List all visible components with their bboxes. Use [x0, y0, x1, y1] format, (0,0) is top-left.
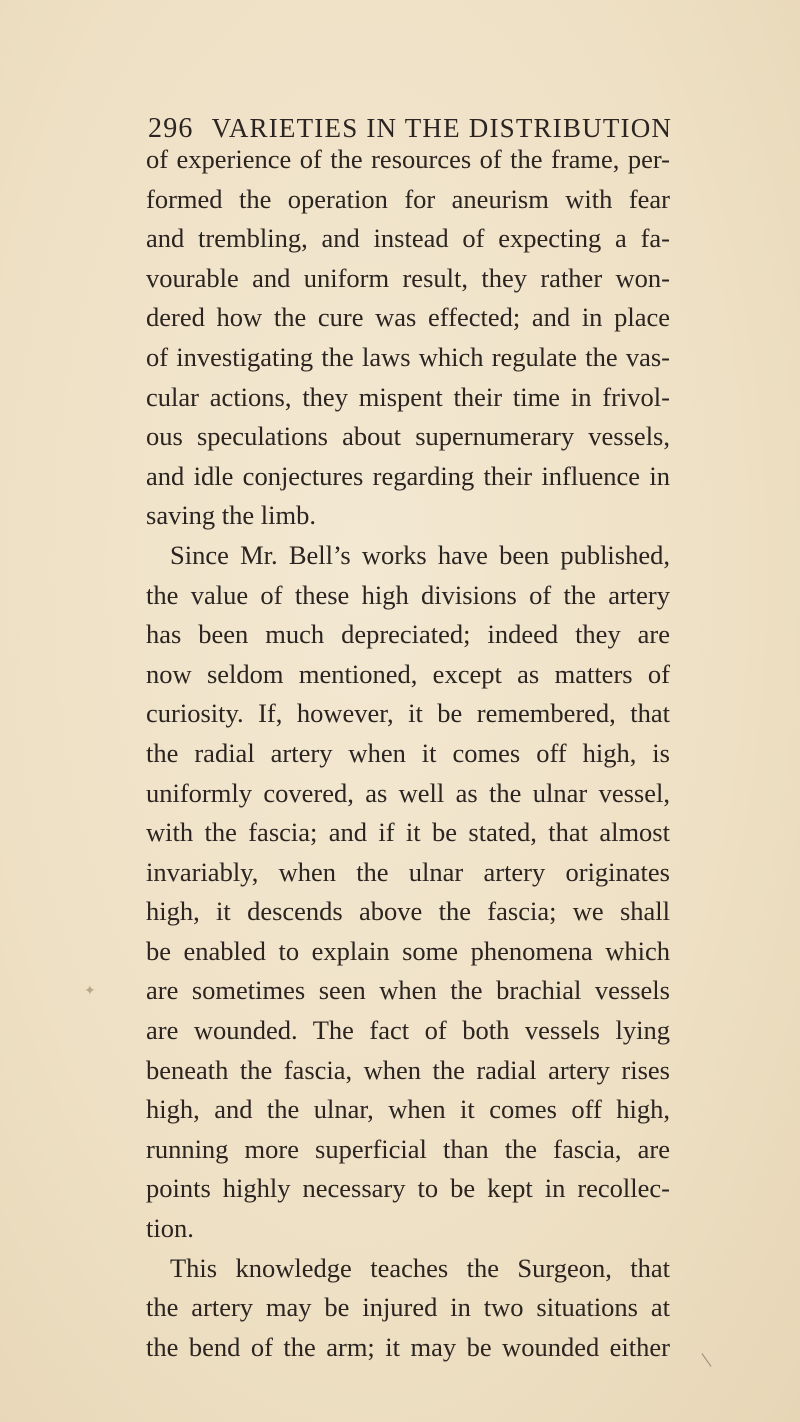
- text-line: ous speculations about supernumerary vessels,: [146, 421, 670, 452]
- text-line: saving the limb.: [146, 500, 317, 531]
- text-line: cular actions, they mispent their time in frivol-: [146, 381, 670, 412]
- text-line: of experience of the resources of the frame, per-: [146, 144, 670, 174]
- text-line: now seldom mentioned, except as matters of: [146, 658, 670, 689]
- text-line: are wounded. The fact of both vessels lying: [146, 1015, 670, 1046]
- text-line: the bend of the arm; it may be wounded either: [146, 1331, 670, 1362]
- text-line: running more superficial than the fascia, are: [146, 1133, 670, 1164]
- text-line: dered how the cure was effected; and in place: [146, 302, 670, 333]
- text-line: formed the operation for aneurism with fear: [146, 183, 670, 214]
- text-line: the value of these high divisions of the artery: [146, 579, 670, 610]
- text-line: and trembling, and instead of expecting a fa-: [146, 223, 670, 254]
- text-line: points highly necessary to be kept in recollec-: [146, 1173, 670, 1204]
- text-line: with the fascia; and if it be stated, that almost: [146, 817, 670, 848]
- pencil-mark: [702, 1353, 712, 1367]
- text-line: be enabled to explain some phenomena which: [146, 935, 670, 966]
- text-line: invariably, when the ulnar artery originates: [146, 856, 670, 887]
- text-line: high, it descends above the fascia; we shall: [146, 896, 670, 927]
- text-line: tion.: [146, 1213, 194, 1244]
- text-line: and idle conjectures regarding their influence in: [146, 460, 670, 491]
- text-line: are sometimes seen when the brachial vessels: [146, 975, 670, 1006]
- body-text: [146, 140, 670, 1367]
- text-line: of investigating the laws which regulate the vas-: [146, 341, 670, 372]
- text-line: the radial artery when it comes off high, is: [146, 737, 670, 768]
- text-line: uniformly covered, as well as the ulnar vessel,: [146, 777, 670, 808]
- running-title: VARIETIES IN THE DISTRIBUTION: [211, 113, 673, 143]
- page-number: 296: [148, 113, 194, 144]
- text-line: vourable and uniform result, they rather won-: [146, 262, 670, 293]
- text-line: has been much depreciated; indeed they are: [146, 619, 670, 650]
- paper-speck: ✦: [84, 984, 96, 999]
- text-line: high, and the ulnar, when it comes off high,: [146, 1094, 670, 1125]
- text-line: the artery may be injured in two situations at: [146, 1292, 670, 1323]
- text-line: Since Mr. Bell’s works have been published,: [170, 539, 670, 570]
- text-line: curiosity. If, however, it be remembered, that: [146, 698, 670, 729]
- text-line: This knowledge teaches the Surgeon, that: [170, 1252, 670, 1283]
- text-line: beneath the fascia, when the radial artery rises: [146, 1054, 670, 1085]
